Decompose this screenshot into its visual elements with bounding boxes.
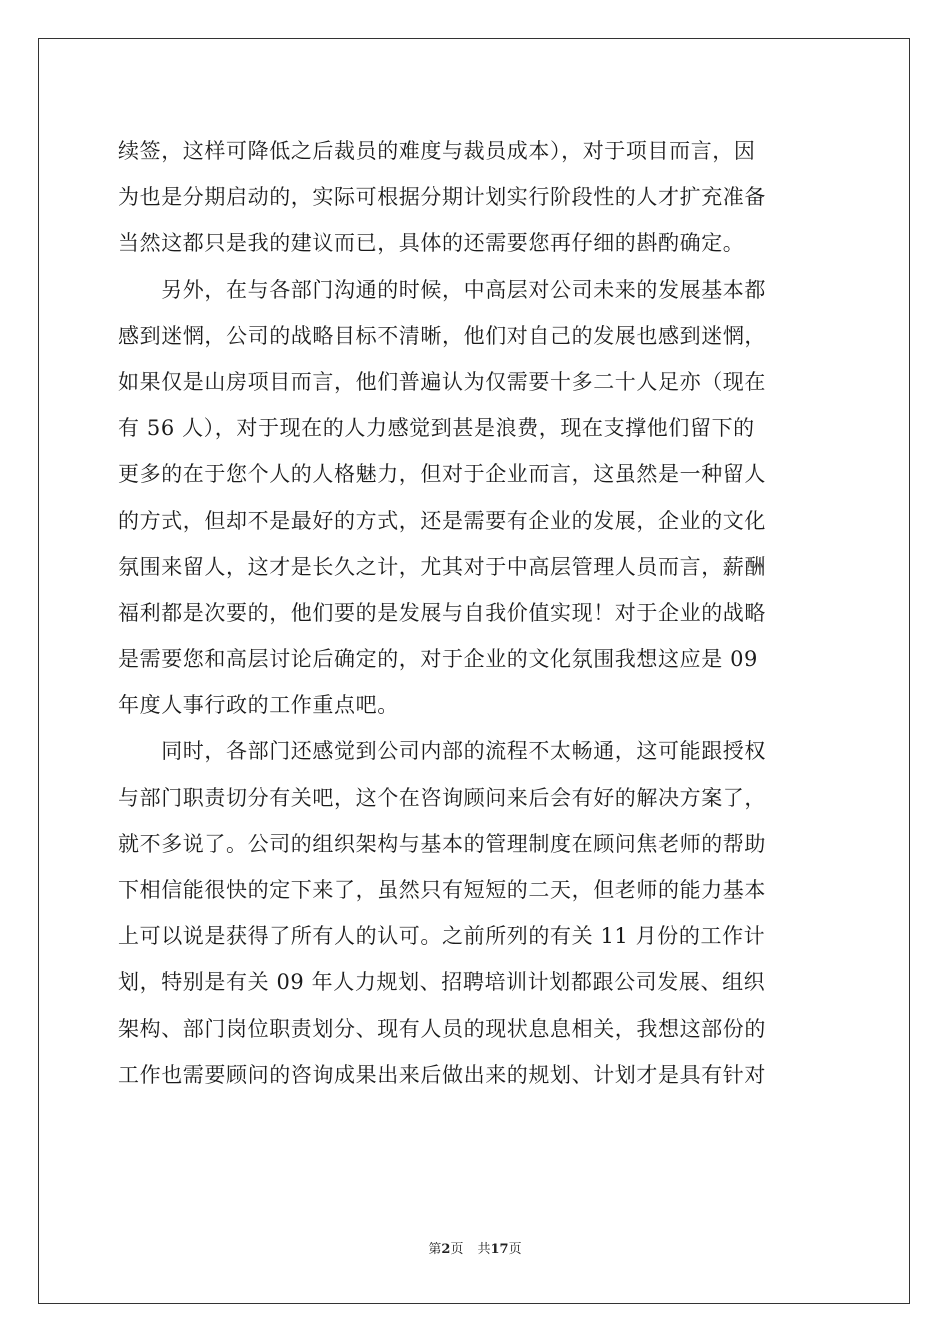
text-line: 架构、部门岗位职责划分、现有人员的现状息息相关，我想这部份的 xyxy=(118,1016,766,1041)
page-footer xyxy=(0,1238,950,1257)
text-line: 与部门职责切分有关吧，这个在咨询顾问来后会有好的解决方案了， xyxy=(118,785,766,810)
total-suffix: 页 xyxy=(508,1242,522,1257)
text-line: 工作也需要顾问的咨询成果出来后做出来的规划、计划才是具有针对 xyxy=(118,1062,766,1087)
text-line: 划，特别是有关 09 年人力规划、招聘培训计划都跟公司发展、组织 xyxy=(118,970,766,995)
page-number: 2 xyxy=(441,1242,451,1257)
text-line: 同时，各部门还感觉到公司内部的流程不太畅通，这可能跟授权 xyxy=(118,739,766,764)
text-line: 下相信能很快的定下来了，虽然只有短短的二天，但老师的能力基本 xyxy=(118,878,766,902)
total-prefix: 共 xyxy=(477,1242,491,1257)
document-body xyxy=(118,128,834,1098)
text-line: 年度人事行政的工作重点吧。 xyxy=(118,693,399,718)
text-line: 另外，在与各部门沟通的时候，中高层对公司未来的发展基本都 xyxy=(118,277,766,302)
text-line: 就不多说了。公司的组织架构与基本的管理制度在顾问焦老师的帮助 xyxy=(118,831,766,856)
text-line: 如果仅是山房项目而言，他们普遍认为仅需要十多二十人足亦（现在 xyxy=(118,369,766,394)
text-line: 的方式，但却不是最好的方式，还是需要有企业的发展，企业的文化 xyxy=(118,508,766,533)
text-line: 上可以说是获得了所有人的认可。之前所列的有关 11 月份的工作计 xyxy=(118,924,766,949)
text-line: 氛围来留人，这才是长久之计，尤其对于中高层管理人员而言，薪酬 xyxy=(118,554,766,579)
text-line: 为也是分期启动的，实际可根据分期计划实行阶段性的人才扩充准备 xyxy=(118,185,766,210)
text-line: 当然这都只是我的建议而已，具体的还需要您再仔细的斟酌确定。 xyxy=(118,231,745,256)
text-line: 更多的在于您个人的人格魅力，但对于企业而言，这虽然是一种留人 xyxy=(118,462,766,487)
text-line: 感到迷惘，公司的战略目标不清晰，他们对自己的发展也感到迷惘， xyxy=(118,323,766,348)
page-suffix: 页 xyxy=(450,1242,464,1257)
text-line: 福利都是次要的，他们要的是发展与自我价值实现！对于企业的战略 xyxy=(118,600,766,625)
text-line: 是需要您和高层讨论后确定的，对于企业的文化氛围我想这应是 09 xyxy=(118,647,758,672)
text-line: 续签，这样可降低之后裁员的难度与裁员成本），对于项目而言，因 xyxy=(118,139,756,163)
text-line: 有 56 人），对于现在的人力感觉到甚是浪费，现在支撑他们留下的 xyxy=(118,416,755,441)
total-pages: 17 xyxy=(490,1242,509,1257)
page-prefix: 第 xyxy=(428,1242,442,1257)
